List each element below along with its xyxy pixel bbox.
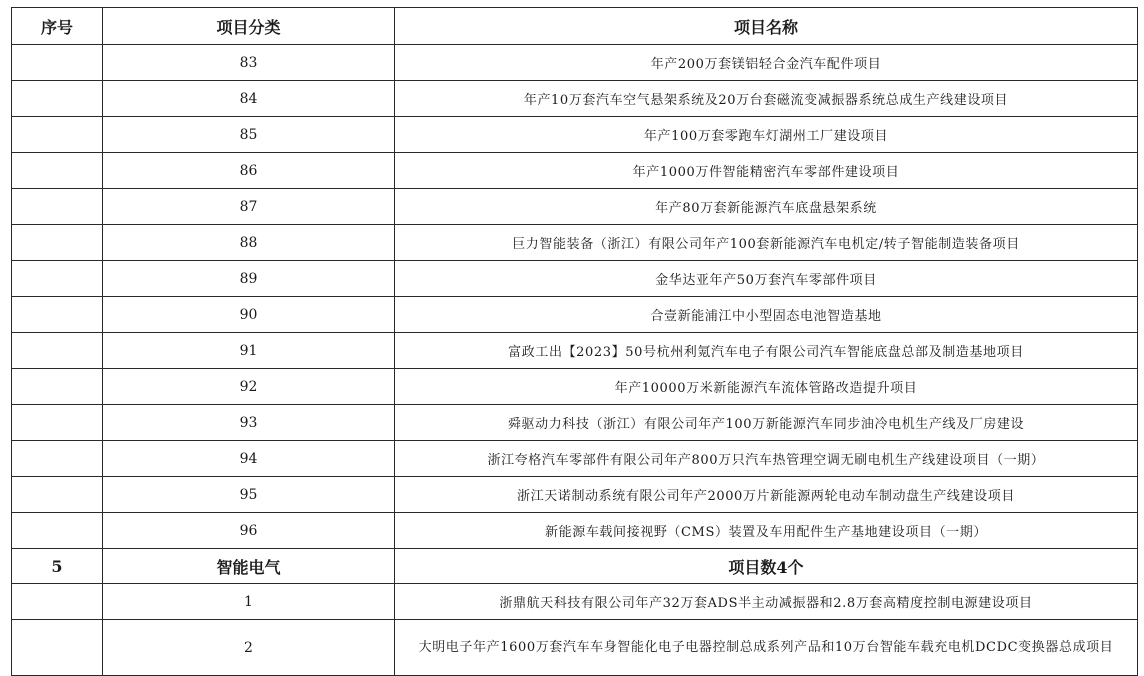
row-seq-cell <box>12 225 103 261</box>
row-project-name: 浙江夸格汽车零部件有限公司年产800万只汽车热管理空调无刷电机生产线建设项目（一期） <box>395 441 1138 477</box>
row-seq-cell <box>12 297 103 333</box>
table-row <box>12 45 1138 81</box>
row-seq-cell <box>12 477 103 513</box>
row-seq-cell <box>12 117 103 153</box>
row-seq-cell <box>12 513 103 549</box>
header-seq: 序号 <box>12 8 103 45</box>
table-row <box>12 81 1138 117</box>
project-list-table <box>11 7 1138 676</box>
row-number: 83 <box>103 45 395 81</box>
row-number: 84 <box>103 81 395 117</box>
row-seq-cell <box>12 333 103 369</box>
row-project-name: 浙江天诺制动系统有限公司年产2000万片新能源两轮电动车制动盘生产线建设项目 <box>395 477 1138 513</box>
row-seq-cell <box>12 405 103 441</box>
section-header-row <box>12 549 1138 584</box>
table-row <box>12 189 1138 225</box>
section-category: 智能电气 <box>103 549 395 584</box>
row-seq-cell <box>12 153 103 189</box>
row-project-name: 新能源车载间接视野（CMS）装置及车用配件生产基地建设项目（一期） <box>395 513 1138 549</box>
row-seq-cell <box>12 189 103 225</box>
table-row <box>12 225 1138 261</box>
row-number: 90 <box>103 297 395 333</box>
row-number: 86 <box>103 153 395 189</box>
row-number: 91 <box>103 333 395 369</box>
table-row <box>12 620 1138 676</box>
row-project-name: 浙鼎航天科技有限公司年产32万套ADS半主动减振器和2.8万套高精度控制电源建设项目 <box>395 584 1138 620</box>
row-number: 95 <box>103 477 395 513</box>
row-seq-cell <box>12 620 103 676</box>
header-name: 项目名称 <box>395 8 1138 45</box>
row-number: 1 <box>103 584 395 620</box>
row-number: 89 <box>103 261 395 297</box>
row-project-name: 年产200万套镁铝轻合金汽车配件项目 <box>395 45 1138 81</box>
table-row <box>12 261 1138 297</box>
row-number: 87 <box>103 189 395 225</box>
table-row <box>12 513 1138 549</box>
row-seq-cell <box>12 584 103 620</box>
section-project-count: 项目数4个 <box>395 549 1138 584</box>
row-project-name: 富政工出【2023】50号杭州利氪汽车电子有限公司汽车智能底盘总部及制造基地项目 <box>395 333 1138 369</box>
row-project-name: 合壹新能浦江中小型固态电池智造基地 <box>395 297 1138 333</box>
row-project-name: 年产10万套汽车空气悬架系统及20万台套磁流变减振器系统总成生产线建设项目 <box>395 81 1138 117</box>
table-row <box>12 297 1138 333</box>
row-project-name: 年产100万套零跑车灯湖州工厂建设项目 <box>395 117 1138 153</box>
table-row <box>12 405 1138 441</box>
section-seq: 5 <box>12 549 103 584</box>
row-number: 2 <box>103 620 395 676</box>
row-number: 96 <box>103 513 395 549</box>
row-seq-cell <box>12 441 103 477</box>
table-row <box>12 153 1138 189</box>
table-row <box>12 441 1138 477</box>
row-seq-cell <box>12 45 103 81</box>
header-category: 项目分类 <box>103 8 395 45</box>
row-number: 93 <box>103 405 395 441</box>
table-row <box>12 333 1138 369</box>
table-row <box>12 369 1138 405</box>
row-number: 94 <box>103 441 395 477</box>
row-project-name: 舜驱动力科技（浙江）有限公司年产100万新能源汽车同步油冷电机生产线及厂房建设 <box>395 405 1138 441</box>
row-seq-cell <box>12 261 103 297</box>
row-project-name: 年产1000万件智能精密汽车零部件建设项目 <box>395 153 1138 189</box>
row-number: 92 <box>103 369 395 405</box>
table-row <box>12 584 1138 620</box>
row-project-name: 大明电子年产1600万套汽车车身智能化电子电器控制总成系列产品和10万台智能车载充电机DCDC变换器总成项目 <box>395 620 1138 676</box>
row-number: 88 <box>103 225 395 261</box>
row-seq-cell <box>12 369 103 405</box>
row-project-name: 巨力智能装备（浙江）有限公司年产100套新能源汽车电机定/转子智能制造装备项目 <box>395 225 1138 261</box>
table-header-row <box>12 8 1138 45</box>
row-project-name: 金华达亚年产50万套汽车零部件项目 <box>395 261 1138 297</box>
table-row <box>12 117 1138 153</box>
row-project-name: 年产80万套新能源汽车底盘悬架系统 <box>395 189 1138 225</box>
row-seq-cell <box>12 81 103 117</box>
table-row <box>12 477 1138 513</box>
row-number: 85 <box>103 117 395 153</box>
row-project-name: 年产10000万米新能源汽车流体管路改造提升项目 <box>395 369 1138 405</box>
